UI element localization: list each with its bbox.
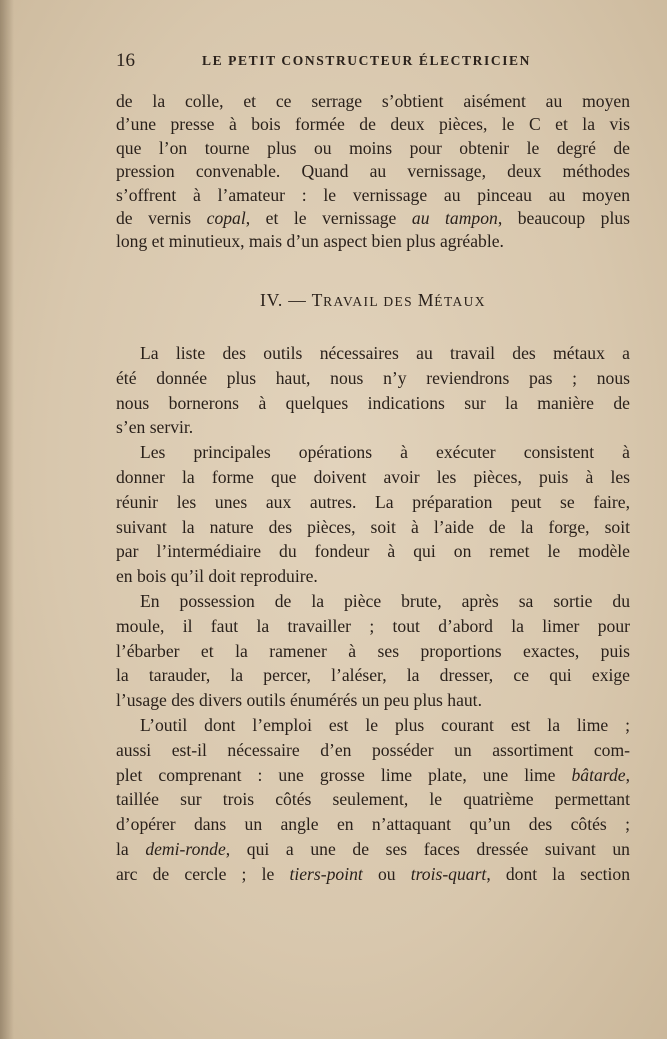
heading-smallcaps: ÉTAUX [434, 294, 486, 309]
page-header [116, 50, 630, 80]
text-line: nous bornerons à quelques indications sur la manière de [116, 392, 630, 413]
italic-term: tiers-point [289, 863, 363, 884]
text-line: la tarauder, la percer, l’aléser, la dresser, ce qui exige [116, 665, 630, 686]
heading-cap: T [311, 290, 324, 310]
italic-term: bâtarde [571, 764, 626, 785]
text-line: que l’on tourne plus ou moins pour obtenir le degré de [116, 137, 630, 158]
text-run: , [625, 764, 630, 785]
italic-term: copal [206, 207, 246, 228]
text-line: s’en servir. [116, 417, 194, 438]
paragraph-varnishing [116, 90, 630, 254]
text-run: plet comprenant : une grosse lime plate, une lime [116, 764, 572, 785]
text-line: taillée sur trois côtés seulement, le quatrième permettant [116, 789, 630, 810]
text-line: pression convenable. Quand au vernissage, deux méthodes [116, 161, 630, 182]
text-run: , dont la section [486, 863, 631, 884]
text-line: En possession de la pièce brute, après sa sortie du [140, 590, 630, 611]
text-line: suivant la nature des pièces, soit à l’aide de la forge, soit [116, 516, 630, 537]
text-line: par l’intermédiaire du fondeur à qui on remet le modèle [116, 541, 630, 562]
italic-term: au tampon [411, 207, 498, 228]
heading-smallcaps: RAVAIL [323, 294, 384, 309]
italic-term: demi-ronde [145, 838, 226, 859]
text-line: réunir les unes aux autres. La préparation peut se faire, [116, 491, 630, 512]
text-line: s’offrent à l’amateur : le vernissage au pinceau au moyen [116, 184, 630, 205]
section-body [116, 341, 630, 887]
binding-shadow [0, 0, 14, 1039]
text-line: d’opérer dans un angle en n’attaquant qu’un des côtés ; [116, 814, 630, 835]
text-line [116, 763, 630, 788]
text-line [116, 837, 630, 862]
heading-cap: M [417, 290, 435, 310]
text-run: la [116, 838, 146, 859]
text-line: La liste des outils nécessaires au travail des métaux a [140, 343, 630, 363]
text-run: , et le vernissage [245, 207, 412, 228]
text-line [116, 207, 630, 230]
text-line: été donnée plus haut, nous n’y reviendrons pas ; nous [116, 367, 630, 388]
text-line: de la colle, et ce serrage s’obtient aisément au moyen [116, 91, 630, 111]
section-heading [116, 290, 630, 311]
running-title: LE PETIT CONSTRUCTEUR ÉLECTRICIEN [202, 53, 531, 68]
text-line: Les principales opérations à exécuter consistent à [140, 442, 630, 463]
text-run: , qui a une de ses faces dressée suivant un [225, 838, 630, 859]
text-line: l’ébarber et la ramener à ses proportions exactes, puis [116, 640, 630, 661]
text-line: L’outil dont l’emploi est le plus courant est la lime ; [140, 714, 630, 735]
text-line: donner la forme que doivent avoir les pièces, puis à les [116, 466, 630, 487]
text-line: moule, il faut la travailler ; tout d’abord la limer pour [116, 615, 630, 636]
heading-smallcaps: DES [383, 294, 418, 309]
text-run: arc de cercle ; le [116, 863, 290, 884]
text-line: aussi est-il nécessaire d’en posséder un assortiment com- [116, 739, 630, 760]
text-line: l’usage des divers outils énumérés un peu plus haut. [116, 690, 482, 711]
section-numeral: IV. — [260, 290, 312, 310]
text-run: , beaucoup plus [497, 207, 630, 228]
text-line [116, 862, 630, 887]
text-line: d’une presse à bois formée de deux pièces, le C et la vis [116, 114, 630, 135]
page-number: 16 [116, 50, 135, 71]
text-run: de vernis [116, 207, 207, 228]
text-run: ou [362, 863, 411, 884]
text-line: long et minutieux, mais d’un aspect bien plus agréable. [116, 231, 504, 252]
italic-term: trois-quart [410, 863, 487, 884]
text-line: en bois qu’il doit reproduire. [116, 566, 318, 587]
